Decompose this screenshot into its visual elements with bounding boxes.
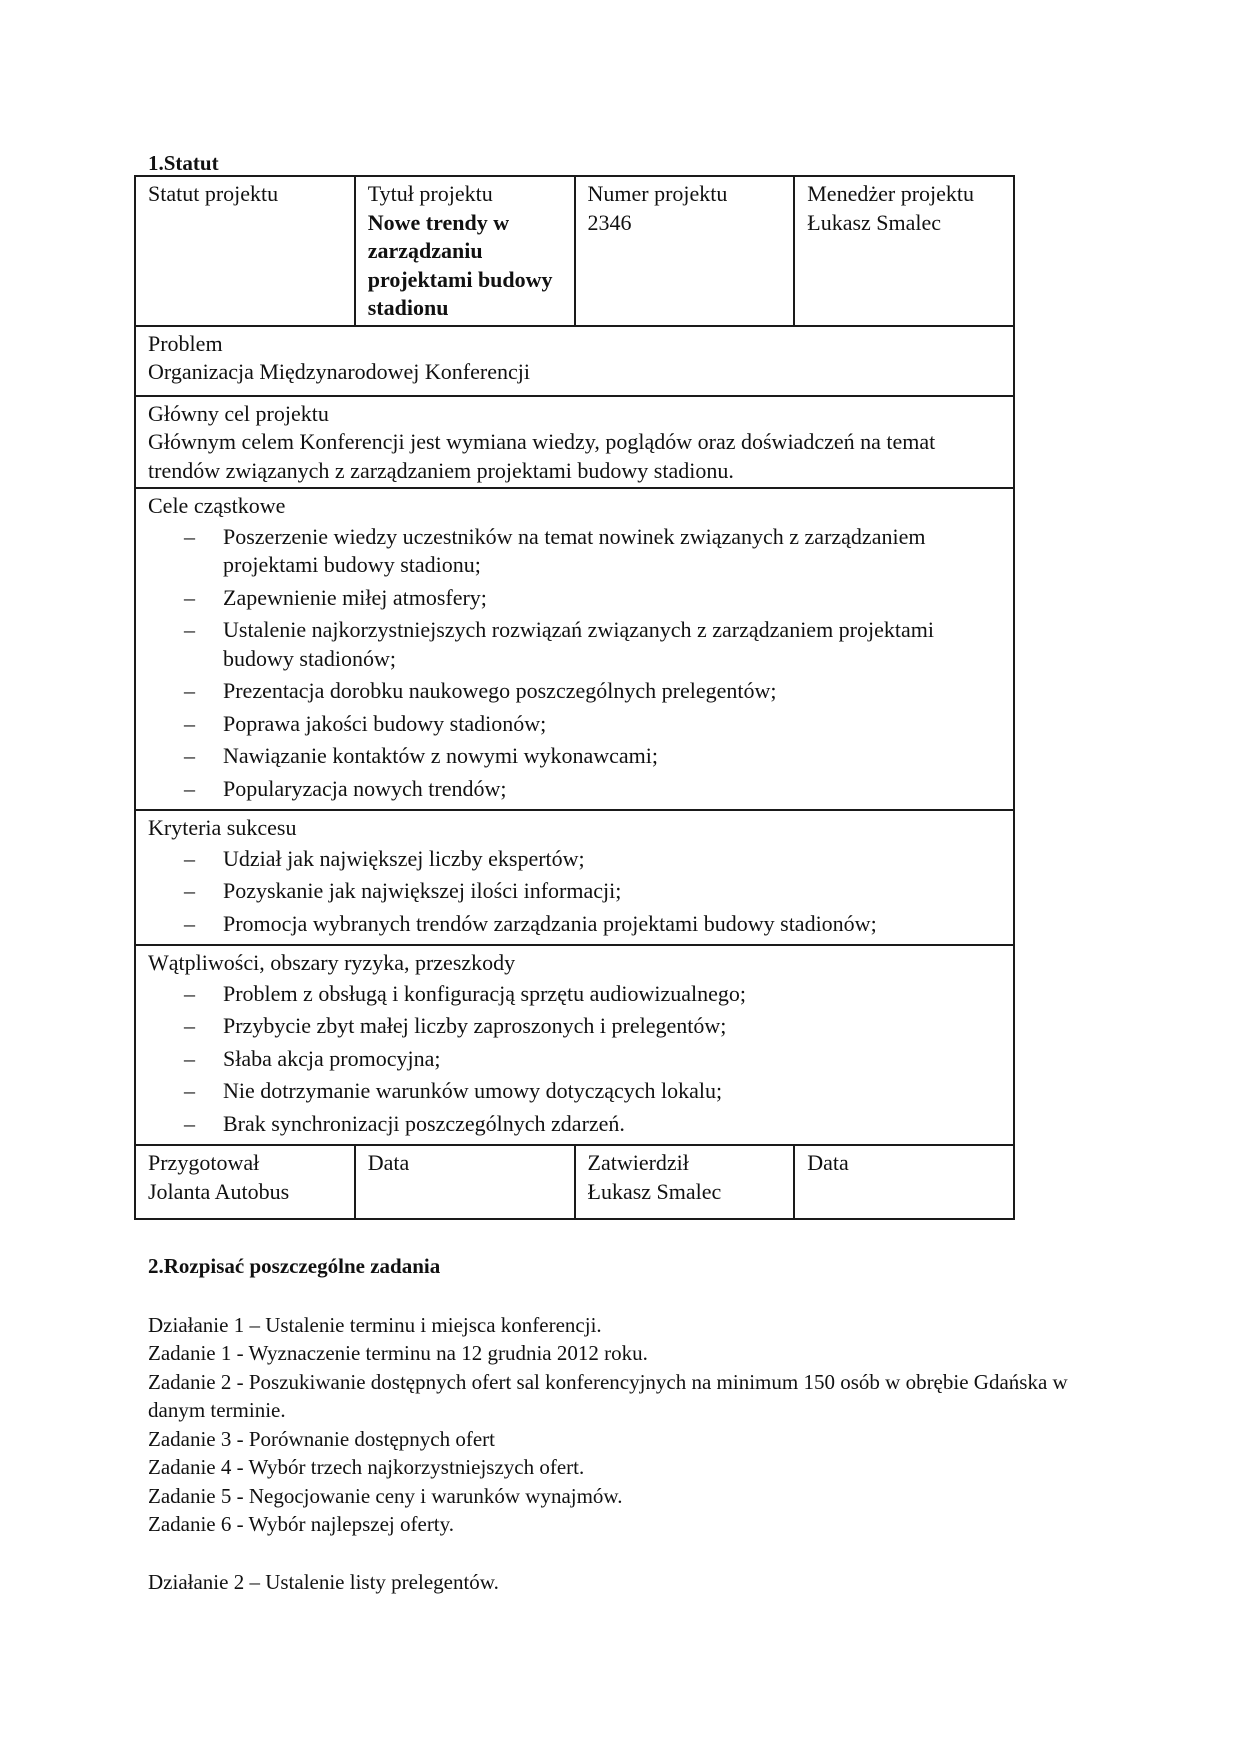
activity-2: Działanie 2 – Ustalenie listy prelegentów. [148,1570,499,1594]
problem-cell [135,326,1014,396]
statut-cell [135,176,355,326]
problem-value: Organizacja Międzynarodowej Konferencji [148,359,530,384]
task-item: Zadanie 3 - Porównanie dostępnych ofert [148,1426,495,1451]
list-item [148,775,1003,804]
list-item-text: Ustalenie najkorzystniejszych rozwiązań związanych z zarządzaniem projektami budowy stadionów; [223,617,934,671]
list-item [148,616,1003,673]
main-goal-cell [135,396,1014,489]
problem-row [135,326,1014,396]
statut-label: Statut projektu [148,181,279,206]
list-item [148,1077,1003,1106]
dash-bullet: – [184,845,195,871]
section-1-heading: 1.Statut [148,151,219,175]
manager-cell [794,176,1014,326]
dash-bullet: – [184,775,195,801]
success-criteria-list [148,845,1003,939]
partial-goals-row [135,488,1014,810]
list-item-text: Problem z obsługą i konfiguracją sprzętu audiowizualnego; [223,980,746,1006]
manager-value: Łukasz Smalec [807,209,942,235]
dash-bullet: – [184,1045,195,1071]
manager-label: Menedżer projektu [807,181,975,206]
dash-bullet: – [184,878,195,903]
list-item [148,1110,1003,1139]
dash-bullet: – [184,710,195,736]
dash-bullet: – [184,980,195,1006]
partial-goals-cell [135,488,1014,810]
risks-label: Wątpliwości, obszary ryzyka, przeszkody [148,950,516,975]
success-criteria-cell [135,810,1014,945]
problem-label: Problem [148,330,223,356]
task-item: Zadanie 2 - Poszukiwanie dostępnych ofert sal konferencyjnych na minimum 150 osób w obrębie Gdańska w danym terminie. [148,1369,1068,1422]
dash-bullet: – [184,1110,195,1136]
risks-list [148,980,1003,1139]
partial-goals-list [148,523,1003,804]
list-item-text: Przybycie zbyt małej liczby zaproszonych i prelegentów; [223,1013,727,1038]
task-list [148,1339,1068,1539]
list-item [148,980,1003,1009]
dash-bullet: – [184,678,195,703]
list-item-text: Poprawa jakości budowy stadionów; [223,710,547,736]
dash-bullet: – [184,523,195,549]
dash-bullet: – [184,910,195,936]
success-criteria-label: Kryteria sukcesu [148,815,297,840]
list-item [148,845,1003,874]
list-item-text: Promocja wybranych trendów zarządzania projektami budowy stadionów; [223,910,877,936]
main-goal-value: Głównym celem Konferencji jest wymiana wiedzy, poglądów oraz doświadczeń na temat trendów związanych z zarządzaniem projektami budowy stadionu. [148,429,936,483]
list-item [148,710,1003,739]
list-item [148,677,1003,706]
approved-cell [575,1145,795,1219]
dash-bullet: – [184,1013,195,1038]
project-charter-table [134,175,1015,1220]
task-item: Zadanie 4 - Wybór trzech najkorzystniejszych ofert. [148,1455,585,1479]
date-label-1: Data [367,1150,410,1175]
activity-1: Działanie 1 – Ustalenie terminu i miejsca konferencji. [148,1313,602,1337]
list-item-text: Pozyskanie jak największej ilości informacji; [223,878,622,903]
title-label: Tytuł projektu [367,181,493,206]
list-item-text: Słaba akcja promocyjna; [223,1045,441,1071]
dash-bullet: – [184,1078,195,1103]
dash-bullet: – [184,617,195,642]
list-item [148,742,1003,771]
date-label-2: Data [807,1150,849,1175]
success-criteria-row [135,810,1014,945]
list-item-text: Nie dotrzymanie warunków umowy dotyczących lokalu; [223,1078,723,1103]
main-goal-row [135,396,1014,489]
list-item-text: Prezentacja dorobku naukowego poszczególnych prelegentów; [223,678,777,703]
title-cell [355,176,575,326]
section-2-heading: 2.Rozpisać poszczególne zadania [148,1254,441,1278]
list-item-text: Poszerzenie wiedzy uczestników na temat nowinek związanych z zarządzaniem projektami budowy stadionu; [223,523,926,577]
list-item-text: Zapewnienie miłej atmosfery; [223,584,487,610]
title-value: Nowe trendy w zarządzaniu projektami budowy stadionu [367,209,553,320]
task-item: Zadanie 6 - Wybór najlepszej oferty. [148,1512,455,1536]
list-item [148,523,1003,580]
list-item [148,910,1003,939]
main-goal-label: Główny cel projektu [148,400,329,426]
prepared-label: Przygotował [148,1150,260,1175]
list-item-text: Nawiązanie kontaktów z nowymi wykonawcami; [223,743,658,768]
date-cell-1 [355,1145,575,1219]
number-cell [575,176,795,326]
list-item [148,1012,1003,1041]
risks-row [135,945,1014,1145]
number-value: 2346 [587,209,632,235]
list-item-text: Popularyzacja nowych trendów; [223,775,507,801]
dash-bullet: – [184,584,195,610]
list-item-text: Udział jak największej liczby ekspertów; [223,845,585,871]
dash-bullet: – [184,743,195,768]
approved-value: Łukasz Smalec [587,1178,722,1204]
charter-header-row [135,176,1014,326]
list-item-text: Brak synchronizacji poszczególnych zdarzeń. [223,1110,625,1136]
date-cell-2 [794,1145,1014,1219]
prepared-cell [135,1145,355,1219]
partial-goals-label: Cele cząstkowe [148,493,286,518]
task-item: Zadanie 5 - Negocjowanie ceny i warunków wynajmów. [148,1483,623,1508]
number-label: Numer projektu [587,181,728,206]
list-item [148,1045,1003,1074]
list-item [148,584,1003,613]
list-item [148,877,1003,906]
prepared-value: Jolanta Autobus [148,1178,290,1204]
approved-label: Zatwierdził [587,1150,689,1175]
task-item: Zadanie 1 - Wyznaczenie terminu na 12 grudnia 2012 roku. [148,1341,648,1365]
charter-footer-row [135,1145,1014,1219]
risks-cell [135,945,1014,1145]
